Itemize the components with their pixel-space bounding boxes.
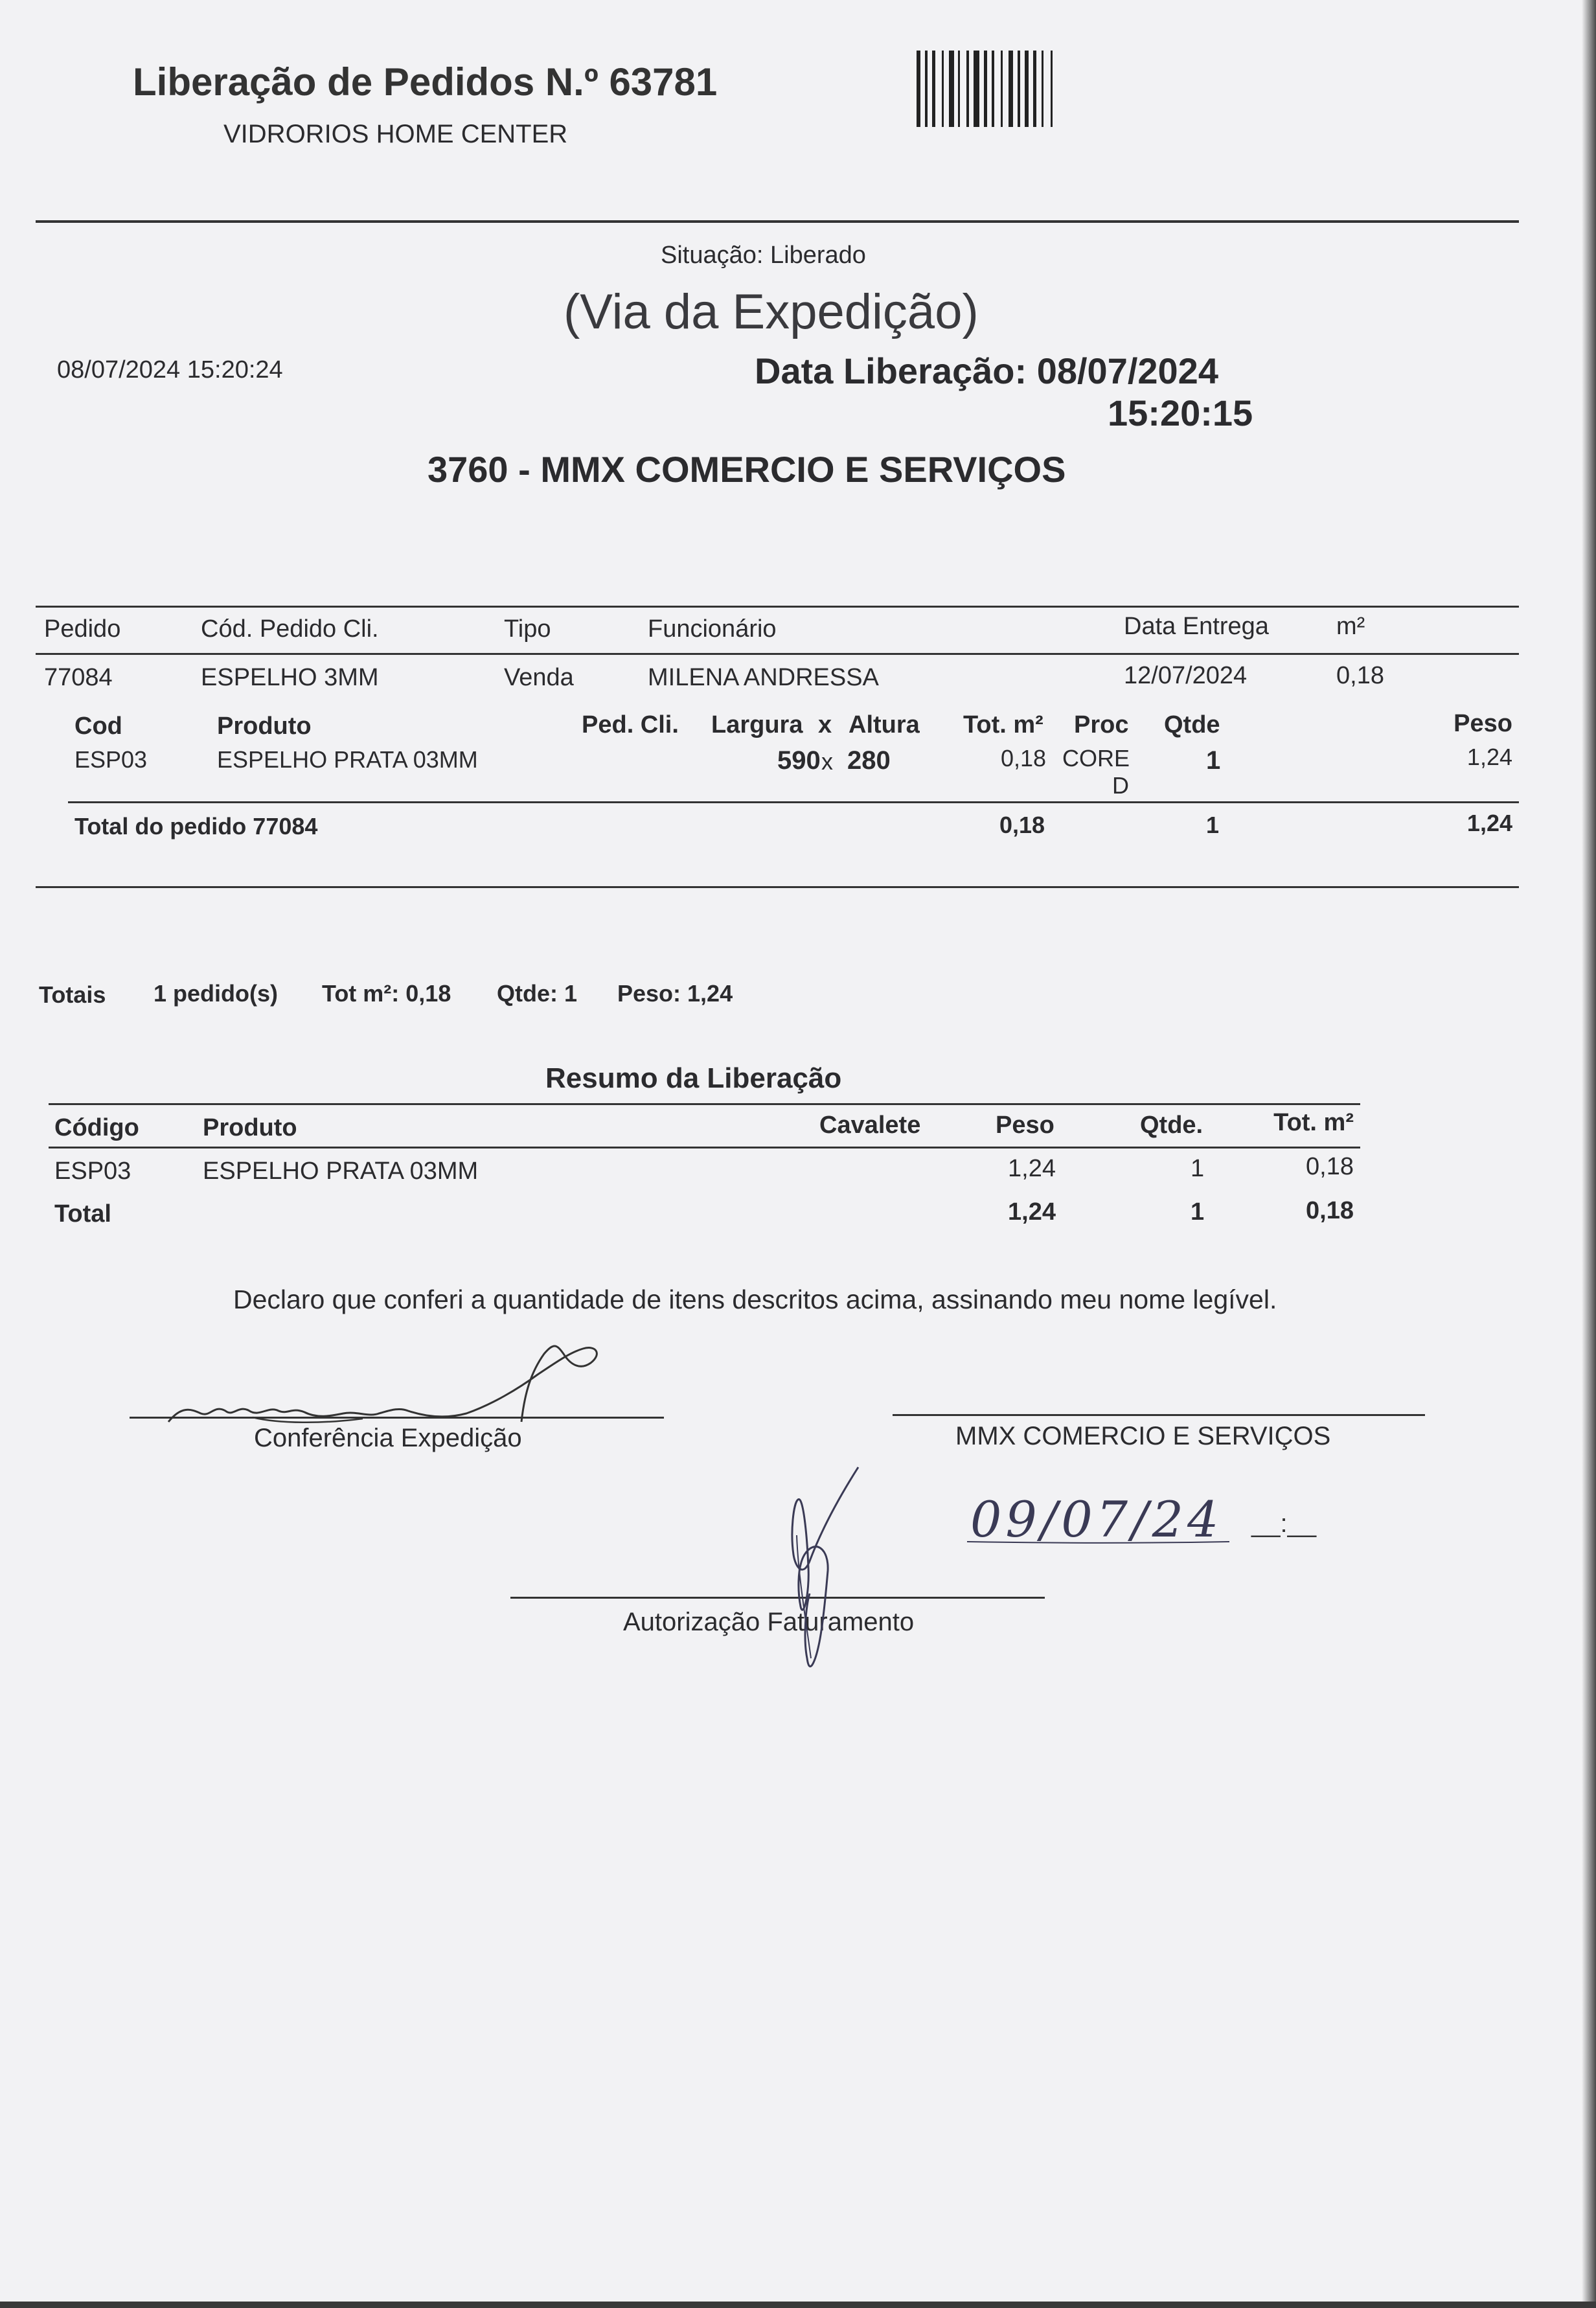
summary-total-label: Total <box>54 1200 111 1228</box>
item-qtde: 1 <box>1206 746 1221 775</box>
client-name: 3760 - MMX COMERCIO E SERVIÇOS <box>428 449 1066 490</box>
summary-cell-qtde: 1 <box>1191 1155 1205 1182</box>
totals-qtde: Qtde: 1 <box>497 980 578 1007</box>
order-total-m2: 0,18 <box>999 812 1045 838</box>
page-edge-shadow <box>1582 0 1596 2308</box>
summary-top-rule <box>49 1103 1360 1105</box>
summary-cell-produto: ESPELHO PRATA 03MM <box>203 1158 479 1185</box>
item-col-peso: Peso <box>1454 710 1512 737</box>
summary-title: Resumo da Liberação <box>545 1062 842 1094</box>
totals-pedidos: 1 pedido(s) <box>154 980 279 1007</box>
order-table-top-rule <box>36 606 1519 608</box>
summary-cell-peso: 1,24 <box>1008 1155 1056 1182</box>
handwritten-date <box>964 1490 1242 1561</box>
company-name: VIDRORIOS HOME CENTER <box>223 120 568 148</box>
signature-label-company: MMX COMERCIO E SERVIÇOS <box>955 1422 1331 1450</box>
order-table-bottom-rule <box>36 886 1519 888</box>
signature-label-conferencia: Conferência Expedição <box>254 1424 522 1452</box>
header-divider <box>36 220 1519 223</box>
order-total-label: Total do pedido 77084 <box>74 813 318 840</box>
cell-m2: 0,18 <box>1336 662 1384 689</box>
item-col-produto: Produto <box>217 713 312 740</box>
summary-total-tot-m2: 0,18 <box>1306 1197 1354 1224</box>
summary-col-produto: Produto <box>203 1114 297 1141</box>
item-col-tot-m2: Tot. m² <box>963 711 1043 738</box>
status-text: Situação: Liberado <box>661 242 866 269</box>
item-col-ped-cli: Ped. Cli. <box>582 711 679 738</box>
summary-col-qtde: Qtde. <box>1140 1112 1203 1139</box>
cell-cod-pedido-cli: ESPELHO 3MM <box>201 664 379 691</box>
item-col-altura: Altura <box>849 711 920 738</box>
document-title: Liberação de Pedidos N.º 63781 <box>133 60 718 104</box>
item-tot-m2: 0,18 <box>1001 745 1047 771</box>
item-proc-line2: D <box>1112 772 1129 799</box>
signature-line-company <box>893 1414 1425 1416</box>
summary-total-qtde: 1 <box>1191 1198 1205 1226</box>
print-datetime: 08/07/2024 15:20:24 <box>57 356 283 383</box>
item-col-largura: Largura <box>711 711 803 738</box>
summary-cell-tot-m2: 0,18 <box>1306 1153 1354 1180</box>
item-col-proc: Proc <box>1074 711 1129 738</box>
item-total-rule <box>68 801 1519 803</box>
signature-label-autorizacao: Autorização Faturamento <box>623 1608 915 1636</box>
item-col-cod: Cod <box>74 713 122 740</box>
cell-pedido: 77084 <box>44 664 113 691</box>
release-date: Data Liberação: 08/07/2024 <box>755 350 1218 391</box>
item-x: x <box>821 748 833 775</box>
handwritten-signature-conferencia <box>155 1334 622 1438</box>
summary-total-peso: 1,24 <box>1008 1198 1056 1226</box>
summary-col-cavalete: Cavalete <box>819 1112 921 1139</box>
col-pedido: Pedido <box>44 615 121 643</box>
release-time: 15:20:15 <box>1108 393 1253 433</box>
item-col-qtde: Qtde <box>1164 711 1220 738</box>
summary-header-rule <box>49 1147 1360 1148</box>
cell-funcionario: MILENA ANDRESSA <box>648 664 879 691</box>
col-cod-pedido-cli: Cód. Pedido Cli. <box>201 615 379 643</box>
totals-m2: Tot m²: 0,18 <box>322 980 451 1007</box>
col-funcionario: Funcionário <box>648 615 777 643</box>
order-table-header-rule <box>36 653 1519 655</box>
summary-col-tot-m2: Tot. m² <box>1273 1109 1354 1136</box>
totals-peso: Peso: 1,24 <box>617 980 733 1007</box>
item-altura: 280 <box>847 746 891 775</box>
item-cod: ESP03 <box>74 746 148 773</box>
order-total-peso: 1,24 <box>1466 810 1512 836</box>
col-tipo: Tipo <box>504 615 551 643</box>
order-total-qtde: 1 <box>1206 812 1220 838</box>
summary-col-peso: Peso <box>996 1112 1054 1139</box>
item-produto: ESPELHO PRATA 03MM <box>217 746 478 773</box>
handwritten-date-text: 09/07/24 <box>970 1491 1223 1548</box>
cell-tipo: Venda <box>504 664 574 691</box>
totals-label: Totais <box>39 981 106 1008</box>
time-blank: __:__ <box>1251 1509 1317 1538</box>
item-proc-line1: CORE <box>1062 745 1130 771</box>
cell-data-entrega: 12/07/2024 <box>1124 662 1248 689</box>
col-data-entrega: Data Entrega <box>1124 613 1269 640</box>
summary-col-codigo: Código <box>54 1114 139 1141</box>
barcode <box>917 51 1176 128</box>
item-largura: 590 <box>777 746 821 775</box>
item-col-x: x <box>818 711 832 738</box>
summary-cell-codigo: ESP03 <box>54 1158 131 1185</box>
page-bottom-edge <box>0 2302 1596 2308</box>
handwritten-signature-autorizacao <box>758 1464 861 1684</box>
item-peso: 1,24 <box>1466 744 1512 770</box>
declaration-text: Declaro que conferi a quantidade de itens descritos acima, assinando meu nome legível. <box>233 1285 1277 1314</box>
col-m2: m² <box>1336 613 1365 640</box>
via-title: (Via da Expedição) <box>564 284 979 339</box>
